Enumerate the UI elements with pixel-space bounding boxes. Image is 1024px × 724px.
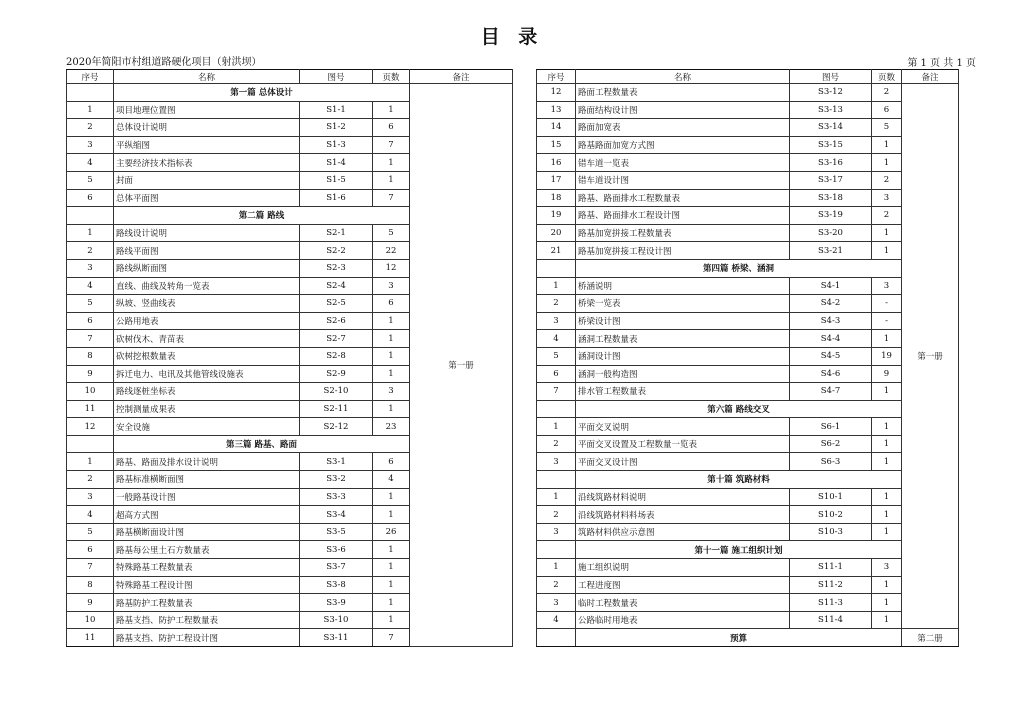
table-row bbox=[537, 576, 959, 594]
row-seq: 9 bbox=[67, 365, 114, 383]
row-seq: 6 bbox=[67, 312, 114, 330]
row-seq: 14 bbox=[537, 119, 576, 137]
row-name: 路基、路面排水工程数量表 bbox=[576, 189, 790, 207]
table-row bbox=[537, 488, 959, 506]
row-pages: 1 bbox=[872, 506, 902, 524]
row-name: 特殊路基工程数量表 bbox=[114, 559, 300, 577]
row-pages: 1 bbox=[872, 488, 902, 506]
row-code: S3-14 bbox=[790, 119, 872, 137]
row-seq: 3 bbox=[67, 259, 114, 277]
row-code: S4-1 bbox=[790, 277, 872, 295]
row-seq: 2 bbox=[537, 576, 576, 594]
section-title: 第一篇 总体设计 bbox=[114, 84, 410, 102]
row-code: S10-3 bbox=[790, 523, 872, 541]
row-code: S3-20 bbox=[790, 224, 872, 242]
row-seq: 2 bbox=[67, 242, 114, 260]
table-row bbox=[537, 559, 959, 577]
row-name: 错车道设计图 bbox=[576, 171, 790, 189]
section-title: 第二篇 路线 bbox=[114, 207, 410, 225]
row-seq: 2 bbox=[67, 119, 114, 137]
row-code: S2-4 bbox=[300, 277, 373, 295]
row-seq: 1 bbox=[537, 488, 576, 506]
row-pages: 4 bbox=[373, 471, 410, 489]
row-pages: 1 bbox=[373, 400, 410, 418]
row-code: S3-2 bbox=[300, 471, 373, 489]
section-row bbox=[537, 629, 959, 647]
row-name: 沿线筑路材料料场表 bbox=[576, 506, 790, 524]
row-code: S4-5 bbox=[790, 347, 872, 365]
row-note: 第一册 bbox=[410, 84, 513, 647]
row-code: S3-3 bbox=[300, 488, 373, 506]
table-row bbox=[537, 347, 959, 365]
row-code: S1-5 bbox=[300, 171, 373, 189]
row-seq: 8 bbox=[67, 347, 114, 365]
row-name: 控制测量成果表 bbox=[114, 400, 300, 418]
row-pages: 2 bbox=[872, 171, 902, 189]
table-row bbox=[537, 207, 959, 225]
row-code: S3-7 bbox=[300, 559, 373, 577]
row-pages: 1 bbox=[373, 101, 410, 119]
row-seq: 6 bbox=[67, 189, 114, 207]
row-name: 路基、路面及排水设计说明 bbox=[114, 453, 300, 471]
row-seq: 18 bbox=[537, 189, 576, 207]
row-pages: 1 bbox=[373, 171, 410, 189]
row-pages: 1 bbox=[872, 418, 902, 436]
row-name: 平面交叉说明 bbox=[576, 418, 790, 436]
row-pages: 1 bbox=[373, 541, 410, 559]
row-code: S2-2 bbox=[300, 242, 373, 260]
row-code: S6-2 bbox=[790, 435, 872, 453]
row-seq: 4 bbox=[537, 330, 576, 348]
row-name: 主要经济技术指标表 bbox=[114, 154, 300, 172]
row-code: S1-1 bbox=[300, 101, 373, 119]
row-code: S11-3 bbox=[790, 594, 872, 612]
row-pages: 1 bbox=[373, 365, 410, 383]
row-pages: 9 bbox=[872, 365, 902, 383]
row-seq: 4 bbox=[537, 611, 576, 629]
row-pages: 1 bbox=[872, 576, 902, 594]
row-seq: 8 bbox=[67, 576, 114, 594]
row-pages: 1 bbox=[373, 488, 410, 506]
row-code: S3-21 bbox=[790, 242, 872, 260]
row-seq: 21 bbox=[537, 242, 576, 260]
row-seq: 10 bbox=[67, 611, 114, 629]
row-pages: 7 bbox=[373, 189, 410, 207]
row-name: 路基加宽拼接工程设计图 bbox=[576, 242, 790, 260]
row-seq: 1 bbox=[67, 224, 114, 242]
row-name: 路基每公里土石方数量表 bbox=[114, 541, 300, 559]
row-name: 超高方式图 bbox=[114, 506, 300, 524]
row-seq: 1 bbox=[67, 453, 114, 471]
row-seq bbox=[67, 435, 114, 453]
row-pages: 2 bbox=[872, 84, 902, 102]
table-row bbox=[537, 506, 959, 524]
section-title: 第十一篇 施工组织计划 bbox=[576, 541, 902, 559]
row-name: 路面结构设计图 bbox=[576, 101, 790, 119]
row-code: S1-3 bbox=[300, 136, 373, 154]
row-pages: 1 bbox=[373, 594, 410, 612]
row-seq: 10 bbox=[67, 383, 114, 401]
row-code: S4-4 bbox=[790, 330, 872, 348]
row-name: 拆迁电力、电讯及其他管线设施表 bbox=[114, 365, 300, 383]
row-code: S2-10 bbox=[300, 383, 373, 401]
row-name: 排水管工程数量表 bbox=[576, 383, 790, 401]
row-code: S3-4 bbox=[300, 506, 373, 524]
row-pages: - bbox=[872, 312, 902, 330]
header-note: 备注 bbox=[902, 70, 959, 84]
section-title: 第六篇 路线交叉 bbox=[576, 400, 902, 418]
row-seq: 13 bbox=[537, 101, 576, 119]
row-pages: 1 bbox=[872, 435, 902, 453]
row-name: 路线纵断面图 bbox=[114, 259, 300, 277]
row-code: S3-6 bbox=[300, 541, 373, 559]
row-pages: 6 bbox=[373, 119, 410, 137]
row-code: S2-7 bbox=[300, 330, 373, 348]
row-seq: 5 bbox=[67, 171, 114, 189]
table-row bbox=[537, 523, 959, 541]
table-row bbox=[537, 611, 959, 629]
row-code: S11-2 bbox=[790, 576, 872, 594]
row-name: 安全设施 bbox=[114, 418, 300, 436]
row-seq: 1 bbox=[537, 559, 576, 577]
row-seq: 3 bbox=[537, 523, 576, 541]
row-name: 筑路材料供应示意图 bbox=[576, 523, 790, 541]
row-seq: 7 bbox=[67, 559, 114, 577]
row-code: S3-10 bbox=[300, 611, 373, 629]
section-title: 第四篇 桥梁、涵洞 bbox=[576, 259, 902, 277]
row-pages: 23 bbox=[373, 418, 410, 436]
row-seq: 4 bbox=[67, 154, 114, 172]
row-name: 直线、曲线及转角一览表 bbox=[114, 277, 300, 295]
row-seq: 4 bbox=[67, 506, 114, 524]
row-name: 路面加宽表 bbox=[576, 119, 790, 137]
row-pages: 6 bbox=[373, 453, 410, 471]
row-seq: 15 bbox=[537, 136, 576, 154]
table-row bbox=[537, 136, 959, 154]
row-seq: 12 bbox=[67, 418, 114, 436]
row-name: 公路临时用地表 bbox=[576, 611, 790, 629]
row-pages: - bbox=[872, 295, 902, 313]
row-pages: 1 bbox=[373, 576, 410, 594]
row-pages: 7 bbox=[373, 136, 410, 154]
row-pages: 1 bbox=[872, 136, 902, 154]
row-seq: 2 bbox=[537, 435, 576, 453]
row-pages: 1 bbox=[373, 347, 410, 365]
row-name: 涵洞设计图 bbox=[576, 347, 790, 365]
table-row bbox=[537, 84, 959, 102]
table-row bbox=[537, 594, 959, 612]
row-name: 涵洞一般构造图 bbox=[576, 365, 790, 383]
row-code: S2-1 bbox=[300, 224, 373, 242]
row-name: 砍树挖根数量表 bbox=[114, 347, 300, 365]
row-code: S2-8 bbox=[300, 347, 373, 365]
section-row bbox=[537, 400, 959, 418]
header-code: 图号 bbox=[300, 70, 373, 84]
row-pages: 1 bbox=[872, 154, 902, 172]
table-row bbox=[537, 312, 959, 330]
row-name: 桥梁设计图 bbox=[576, 312, 790, 330]
row-code: S4-3 bbox=[790, 312, 872, 330]
row-seq: 11 bbox=[67, 629, 114, 647]
row-pages: 22 bbox=[373, 242, 410, 260]
table-row bbox=[537, 383, 959, 401]
row-code: S11-1 bbox=[790, 559, 872, 577]
row-code: S10-2 bbox=[790, 506, 872, 524]
row-name: 纵坡、竖曲线表 bbox=[114, 295, 300, 313]
row-name: 路线平面图 bbox=[114, 242, 300, 260]
row-name: 总体平面图 bbox=[114, 189, 300, 207]
row-code: S2-3 bbox=[300, 259, 373, 277]
row-code: S10-1 bbox=[790, 488, 872, 506]
row-pages: 1 bbox=[872, 383, 902, 401]
row-seq: 5 bbox=[67, 523, 114, 541]
table-row bbox=[537, 242, 959, 260]
row-name: 路线逐桩坐标表 bbox=[114, 383, 300, 401]
row-name: 工程进度图 bbox=[576, 576, 790, 594]
row-pages: 1 bbox=[872, 611, 902, 629]
table-row bbox=[537, 365, 959, 383]
row-pages: 1 bbox=[872, 330, 902, 348]
header-pages: 页数 bbox=[373, 70, 410, 84]
section-row bbox=[537, 259, 959, 277]
header-code: 图号 bbox=[790, 70, 872, 84]
section-title: 第三篇 路基、路面 bbox=[114, 435, 410, 453]
row-name: 路基支挡、防护工程设计图 bbox=[114, 629, 300, 647]
row-pages: 6 bbox=[872, 101, 902, 119]
row-name: 总体设计说明 bbox=[114, 119, 300, 137]
row-seq bbox=[537, 541, 576, 559]
row-code: S6-3 bbox=[790, 453, 872, 471]
row-note: 第二册 bbox=[902, 629, 959, 647]
row-code: S2-11 bbox=[300, 400, 373, 418]
row-seq: 5 bbox=[537, 347, 576, 365]
row-code: S3-12 bbox=[790, 84, 872, 102]
row-pages: 26 bbox=[373, 523, 410, 541]
row-pages: 3 bbox=[373, 383, 410, 401]
row-name: 路线设计说明 bbox=[114, 224, 300, 242]
row-code: S3-11 bbox=[300, 629, 373, 647]
row-pages: 1 bbox=[373, 611, 410, 629]
row-code: S4-2 bbox=[790, 295, 872, 313]
toc-table-left bbox=[66, 69, 513, 647]
row-seq: 4 bbox=[67, 277, 114, 295]
row-pages: 1 bbox=[872, 242, 902, 260]
row-name: 路面工程数量表 bbox=[576, 84, 790, 102]
header-name: 名称 bbox=[576, 70, 790, 84]
row-code: S11-4 bbox=[790, 611, 872, 629]
row-code: S2-5 bbox=[300, 295, 373, 313]
row-name: 封面 bbox=[114, 171, 300, 189]
table-row bbox=[537, 453, 959, 471]
row-pages: 1 bbox=[373, 559, 410, 577]
row-name: 沿线筑路材料说明 bbox=[576, 488, 790, 506]
table-row bbox=[537, 189, 959, 207]
section-title: 预算 bbox=[576, 629, 902, 647]
table-row bbox=[537, 119, 959, 137]
table-row bbox=[537, 154, 959, 172]
row-seq: 19 bbox=[537, 207, 576, 225]
project-name: 2020年简阳市村组道路硬化项目（射洪坝） bbox=[66, 57, 262, 68]
row-name: 项目地理位置图 bbox=[114, 101, 300, 119]
header-seq: 序号 bbox=[67, 70, 114, 84]
row-name: 平纵缩图 bbox=[114, 136, 300, 154]
row-seq: 3 bbox=[537, 453, 576, 471]
row-pages: 7 bbox=[373, 629, 410, 647]
section-row bbox=[537, 471, 959, 489]
row-code: S4-7 bbox=[790, 383, 872, 401]
row-code: S3-18 bbox=[790, 189, 872, 207]
row-code: S3-8 bbox=[300, 576, 373, 594]
page-info: 第 1 页 共 1 页 bbox=[907, 58, 976, 69]
row-code: S3-19 bbox=[790, 207, 872, 225]
row-name: 平面交叉设计图 bbox=[576, 453, 790, 471]
row-name: 临时工程数量表 bbox=[576, 594, 790, 612]
row-seq: 3 bbox=[537, 312, 576, 330]
row-code: S1-2 bbox=[300, 119, 373, 137]
row-pages: 3 bbox=[872, 189, 902, 207]
table-row bbox=[537, 418, 959, 436]
row-code: S3-15 bbox=[790, 136, 872, 154]
row-code: S3-1 bbox=[300, 453, 373, 471]
row-pages: 5 bbox=[872, 119, 902, 137]
row-name: 路基横断面设计图 bbox=[114, 523, 300, 541]
row-name: 桥梁一览表 bbox=[576, 295, 790, 313]
row-pages: 1 bbox=[373, 312, 410, 330]
row-seq: 6 bbox=[537, 365, 576, 383]
row-seq: 7 bbox=[67, 330, 114, 348]
row-seq: 2 bbox=[537, 506, 576, 524]
row-seq: 3 bbox=[537, 594, 576, 612]
row-name: 路基标准横断面图 bbox=[114, 471, 300, 489]
row-pages: 1 bbox=[872, 523, 902, 541]
row-code: S2-9 bbox=[300, 365, 373, 383]
row-seq: 2 bbox=[67, 471, 114, 489]
row-seq: 3 bbox=[67, 488, 114, 506]
row-pages: 6 bbox=[373, 295, 410, 313]
row-name: 一般路基设计图 bbox=[114, 488, 300, 506]
row-pages: 1 bbox=[872, 453, 902, 471]
row-pages: 1 bbox=[373, 154, 410, 172]
row-name: 施工组织说明 bbox=[576, 559, 790, 577]
header-note: 备注 bbox=[410, 70, 513, 84]
row-seq: 1 bbox=[537, 277, 576, 295]
header-name: 名称 bbox=[114, 70, 300, 84]
row-pages: 12 bbox=[373, 259, 410, 277]
row-seq: 12 bbox=[537, 84, 576, 102]
section-title: 第十篇 筑路材料 bbox=[576, 471, 902, 489]
section-row bbox=[67, 84, 513, 102]
row-seq: 6 bbox=[67, 541, 114, 559]
row-name: 涵洞工程数量表 bbox=[576, 330, 790, 348]
row-seq bbox=[537, 400, 576, 418]
row-code: S3-9 bbox=[300, 594, 373, 612]
header-pages: 页数 bbox=[872, 70, 902, 84]
row-name: 错车道一览表 bbox=[576, 154, 790, 172]
row-name: 路基路面加宽方式图 bbox=[576, 136, 790, 154]
table-row bbox=[537, 277, 959, 295]
row-note: 第一册 bbox=[902, 84, 959, 629]
row-name: 路基防护工程数量表 bbox=[114, 594, 300, 612]
row-code: S3-5 bbox=[300, 523, 373, 541]
table-row bbox=[537, 435, 959, 453]
row-seq: 3 bbox=[67, 136, 114, 154]
row-pages: 1 bbox=[872, 224, 902, 242]
row-name: 路基支挡、防护工程数量表 bbox=[114, 611, 300, 629]
row-name: 公路用地表 bbox=[114, 312, 300, 330]
row-seq bbox=[537, 471, 576, 489]
row-seq bbox=[67, 84, 114, 102]
table-row bbox=[537, 101, 959, 119]
row-seq: 1 bbox=[67, 101, 114, 119]
row-seq: 2 bbox=[537, 295, 576, 313]
row-code: S6-1 bbox=[790, 418, 872, 436]
section-row bbox=[537, 541, 959, 559]
row-seq: 7 bbox=[537, 383, 576, 401]
row-seq: 17 bbox=[537, 171, 576, 189]
row-code: S2-6 bbox=[300, 312, 373, 330]
row-seq: 11 bbox=[67, 400, 114, 418]
row-seq: 9 bbox=[67, 594, 114, 612]
row-code: S3-17 bbox=[790, 171, 872, 189]
row-code: S3-16 bbox=[790, 154, 872, 172]
row-name: 砍树伐木、青苗表 bbox=[114, 330, 300, 348]
table-row bbox=[537, 224, 959, 242]
row-code: S2-12 bbox=[300, 418, 373, 436]
row-name: 平面交叉设置及工程数量一览表 bbox=[576, 435, 790, 453]
row-code: S1-4 bbox=[300, 154, 373, 172]
row-name: 路基加宽拼接工程数量表 bbox=[576, 224, 790, 242]
table-row bbox=[537, 295, 959, 313]
toc-table-right bbox=[536, 69, 959, 647]
row-seq: 20 bbox=[537, 224, 576, 242]
table-row bbox=[537, 330, 959, 348]
row-name: 特殊路基工程设计图 bbox=[114, 576, 300, 594]
row-pages: 1 bbox=[373, 330, 410, 348]
row-name: 桥涵说明 bbox=[576, 277, 790, 295]
row-pages: 5 bbox=[373, 224, 410, 242]
row-seq: 16 bbox=[537, 154, 576, 172]
row-seq: 5 bbox=[67, 295, 114, 313]
row-pages: 1 bbox=[373, 506, 410, 524]
row-seq: 1 bbox=[537, 418, 576, 436]
row-pages: 3 bbox=[373, 277, 410, 295]
row-seq bbox=[537, 259, 576, 277]
row-seq bbox=[67, 207, 114, 225]
row-seq bbox=[537, 629, 576, 647]
page-title: 目 录 bbox=[480, 26, 544, 48]
row-pages: 3 bbox=[872, 277, 902, 295]
row-pages: 19 bbox=[872, 347, 902, 365]
row-code: S4-6 bbox=[790, 365, 872, 383]
row-pages: 1 bbox=[872, 594, 902, 612]
row-name: 路基、路面排水工程设计图 bbox=[576, 207, 790, 225]
row-pages: 2 bbox=[872, 207, 902, 225]
header-seq: 序号 bbox=[537, 70, 576, 84]
row-pages: 3 bbox=[872, 559, 902, 577]
row-code: S1-6 bbox=[300, 189, 373, 207]
table-row bbox=[537, 171, 959, 189]
row-code: S3-13 bbox=[790, 101, 872, 119]
